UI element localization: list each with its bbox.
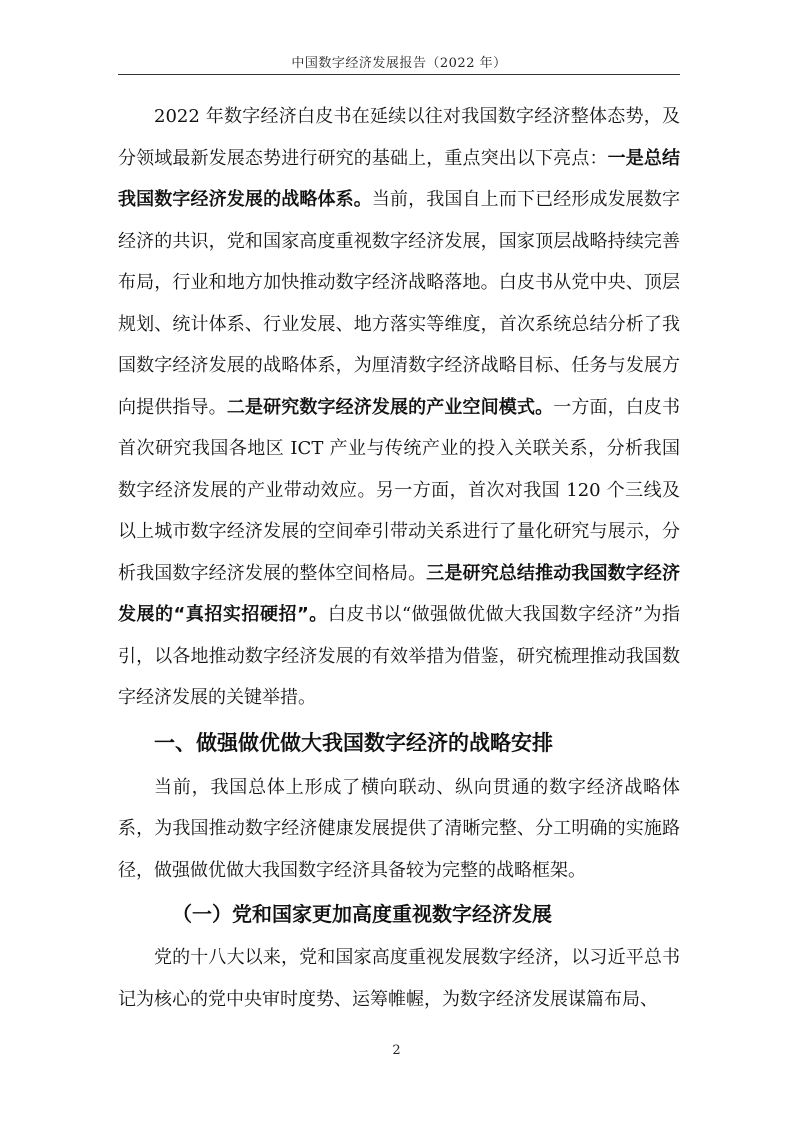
subsection-heading: （一）党和国家更加高度重视数字经济发展	[172, 902, 552, 926]
intro-text-3: 一方面，白皮书首次研究我国各地区 ICT 产业与传统产业的投入关联关系，分析我国数字经济发展的产业带动效应。另一方面，首次对我国 120 个三线及以上城市数字经济发展的空间牵引带动关系进行了量化研究与展示，分析我国数字经济发展的整体空间格局。	[118, 396, 681, 584]
subsection-paragraph: 党的十八大以来，党和国家高度重视发展数字经济，以习近平总书记为核心的党中央审时度势、运筹帷幄，为数字经济发展谋篇布局、	[118, 947, 680, 1010]
body-text	[118, 96, 680, 1020]
intro-text-2: 当前，我国自上而下已经形成发展数字经济的共识，党和国家高度重视数字经济发展，国家顶层战略持续完善布局，行业和地方加快推动数字经济战略落地。白皮书从党中央、顶层规划、统计体系、行业发展、地方落实等维度，首次系统总结分析了我国数字经济发展的战略体系，为厘清数字经济战略目标、任务与发展方向提供指导。	[118, 189, 681, 418]
section-heading: 一、做强做优做大我国数字经济的战略安排	[154, 730, 553, 755]
section-paragraph: 当前，我国总体上形成了横向联动、纵向贯通的数字经济战略体系，为我国推动数字经济健康发展提供了清晰完整、分工明确的实施路径，做强做优做大我国数字经济具备较为完整的战略框架。	[118, 776, 680, 881]
page-number: 2	[392, 1043, 401, 1058]
highlight-two: 二是研究数字经济发展的产业空间模式。	[226, 396, 554, 418]
highlight-three: 三是研究总结推动我国数字经济发展的“真招实招硬招”。	[118, 562, 680, 625]
intro-text-4: 白皮书以“做强做优做大我国数字经济”为指引，以各地推动数字经济发展的有效举措为借鉴，研究梳理推动我国数字经济发展的关键举措。	[118, 604, 680, 708]
intro-paragraph	[118, 96, 680, 719]
highlight-one: 一是总结我国数字经济发展的战略体系。	[118, 147, 681, 210]
intro-text-1: 2022 年数字经济白皮书在延续以往对我国数字经济整体态势，及分领域最新发展态势进行研究的基础上，重点突出以下亮点：	[118, 106, 680, 169]
running-header: 中国数字经济发展报告（2022 年）	[291, 56, 507, 71]
header-divider	[118, 74, 680, 75]
